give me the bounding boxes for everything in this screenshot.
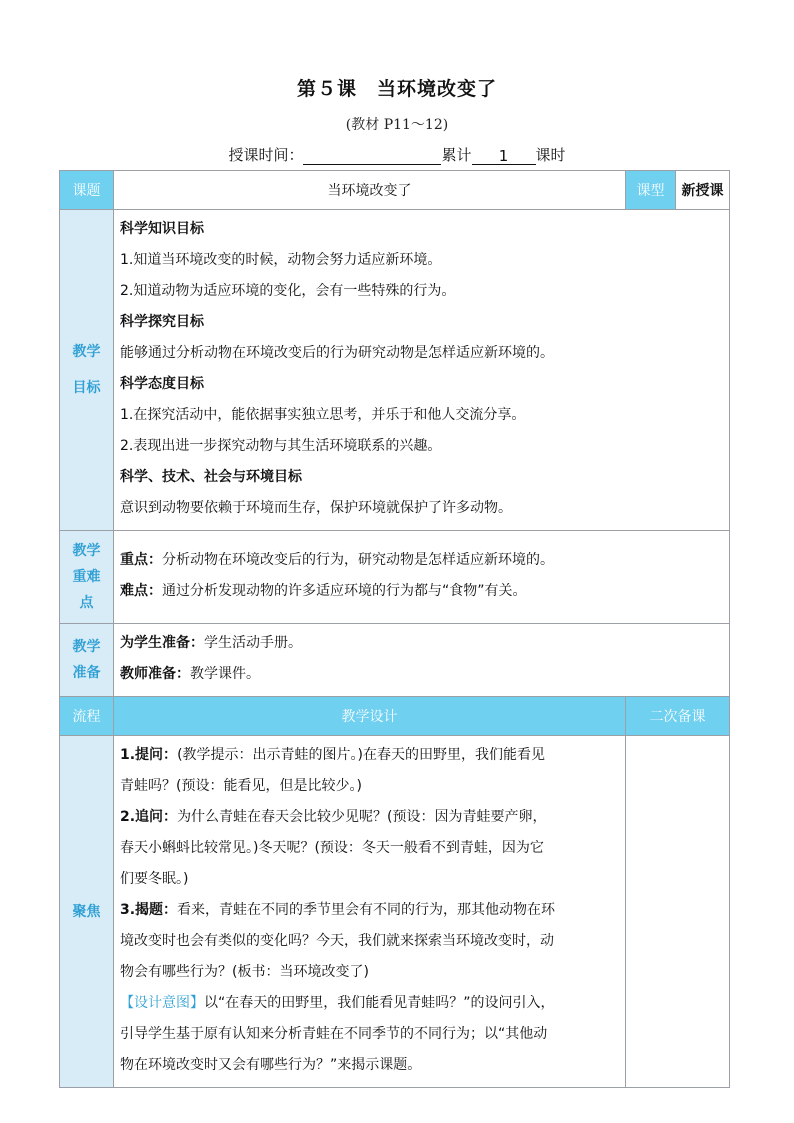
- prep-label-line2: 准备: [72, 665, 101, 681]
- prep-row: [60, 624, 730, 697]
- prep-content: [114, 624, 730, 697]
- teacher-prep-label: 教师准备：: [120, 666, 190, 682]
- sts-item-1: 意识到动物要依赖于环境而生存，保护环境就保护了许多动物。: [120, 500, 512, 516]
- question-1-line1: (教学提示：出示青蛙的图片。)在春天的田野里，我们能看见: [177, 747, 545, 763]
- total-value: 1: [472, 148, 536, 165]
- lesson-type-label: 课型: [626, 171, 676, 210]
- attitude-item-2: 2.表现出进一步探究动物与其生活环境联系的兴趣。: [120, 438, 442, 454]
- knowledge-item-1: 1.知道当环境改变的时候，动物会努力适应新环境。: [120, 252, 442, 268]
- difficult-point-text: 通过分析发现动物的许多适应环境的行为都与“食物”有关。: [162, 583, 527, 599]
- design-intent-label: 【设计意图】: [120, 995, 204, 1011]
- goals-label-line2: 目标: [72, 380, 101, 396]
- prep-label-line1: 教学: [72, 639, 101, 655]
- keypoints-label-line2: 重难: [72, 569, 101, 585]
- question-1-line2: 青蛙吗？(预设：能看见，但是比较少。): [120, 778, 362, 794]
- lesson-plan-table: [59, 170, 730, 1088]
- focus-row: [60, 736, 730, 1088]
- question-3-line2: 境改变时也会有类似的变化吗？今天，我们就来探索当环境改变时，动: [120, 933, 554, 949]
- focus-label: 聚焦: [60, 736, 114, 1088]
- process-header-row: [60, 697, 730, 736]
- question-3-label: 3.揭题：: [120, 902, 178, 918]
- keypoints-row: [60, 531, 730, 624]
- inquiry-item-1: 能够通过分析动物在环境改变后的行为研究动物是怎样适应新环境的。: [120, 345, 554, 361]
- keypoints-label-line3: 点: [79, 595, 94, 611]
- design-intent-line3: 物在环境改变时又会有哪些行为？”来揭示课题。: [120, 1057, 422, 1073]
- goals-row: [60, 210, 730, 531]
- topic-value: 当环境改变了: [114, 171, 626, 210]
- topic-label: 课题: [60, 171, 114, 210]
- hours-label: 课时: [535, 146, 566, 164]
- sts-heading: 科学、技术、社会与环境目标: [120, 469, 302, 485]
- textbook-pages: (教材 P11～12): [345, 117, 449, 133]
- question-3-line3: 物会有哪些行为？(板书：当环境改变了): [120, 964, 369, 980]
- inquiry-heading: 科学探究目标: [120, 314, 204, 330]
- time-label: 授课时间：: [228, 146, 304, 164]
- attitude-heading: 科学态度目标: [120, 376, 204, 392]
- lesson-type-value: 新授课: [676, 171, 730, 210]
- design-intent-line2: 引导学生基于原有认知来分析青蛙在不同季节的不同行为；以“其他动: [120, 1026, 548, 1042]
- knowledge-heading: 科学知识目标: [120, 221, 204, 237]
- process-col-flow: 流程: [60, 697, 114, 736]
- revision-cell[interactable]: [626, 736, 730, 1088]
- difficult-point-label: 难点：: [120, 583, 162, 599]
- keypoints-content: [114, 531, 730, 624]
- design-intent-line1: 以“在春天的田野里，我们能看见青蛙吗？”的设问引入，: [204, 995, 555, 1011]
- student-prep-text: 学生活动手册。: [204, 635, 302, 651]
- question-2-label: 2.追问：: [120, 809, 178, 825]
- lesson-time-line: [0, 144, 794, 165]
- teacher-prep-text: 教学课件。: [190, 666, 260, 682]
- question-3-line1: 看来，青蛙在不同的季节里会有不同的行为，那其他动物在环: [177, 902, 556, 918]
- question-2-line2: 春天小蝌蚪比较常见。)冬天呢？(预设：冬天一般看不到青蛙，因为它: [120, 840, 544, 856]
- lesson-title: 第５课 当环境改变了: [296, 78, 497, 100]
- key-point-label: 重点：: [120, 552, 162, 568]
- goals-label-line1: 教学: [72, 344, 101, 360]
- process-col-design: 教学设计: [114, 697, 626, 736]
- process-col-revision: 二次备课: [626, 697, 730, 736]
- attitude-item-1: 1.在探究活动中，能依据事实独立思考，并乐于和他人交流分享。: [120, 407, 526, 423]
- question-1-label: 1.提问：: [120, 747, 178, 763]
- focus-content: [114, 736, 626, 1088]
- prep-label: [60, 624, 114, 697]
- question-2-line1: 为什么青蛙在春天会比较少见呢？(预设：因为青蛙要产卵，: [177, 809, 547, 825]
- question-2-line3: 们要冬眠。): [120, 871, 189, 887]
- topic-row: [60, 171, 730, 210]
- goals-content: [114, 210, 730, 531]
- student-prep-label: 为学生准备：: [120, 635, 204, 651]
- time-blank[interactable]: [303, 164, 441, 165]
- total-label: 累计: [441, 146, 472, 164]
- knowledge-item-2: 2.知道动物为适应环境的变化，会有一些特殊的行为。: [120, 283, 456, 299]
- keypoints-label: [60, 531, 114, 624]
- keypoints-label-line1: 教学: [72, 543, 101, 559]
- goals-label: [60, 210, 114, 531]
- key-point-text: 分析动物在环境改变后的行为，研究动物是怎样适应新环境的。: [162, 552, 554, 568]
